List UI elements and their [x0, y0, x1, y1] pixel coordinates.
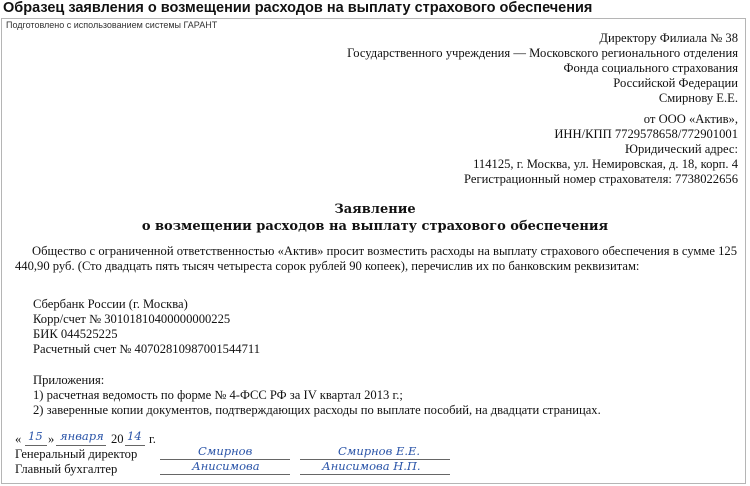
statement-subheading: о возмещении расходов на выплату страхового обеспечения — [141, 219, 609, 234]
sender-line: ИНН/КПП 7729578658/772901001 — [554, 127, 738, 141]
attachment-item: 2) заверенные копии документов, подтверждающих расходы по выплате пособий, на двадцати страницах. — [33, 403, 601, 417]
date-year-suffix: 14 — [127, 429, 142, 443]
addressee-line: Фонда социального страхования — [563, 61, 738, 75]
signer-name: Смирнов Е.Е. — [338, 444, 421, 458]
signature-role: Главный бухгалтер — [15, 462, 118, 476]
sender-line: Регистрационный номер страхователя: 7738022656 — [464, 172, 738, 186]
body-paragraph: Общество с ограниченной ответственностью «Актив» просит возместить расходы на выплату страхового обеспечения в сумме 125 440,90 руб. (Сто двадцать пять тысяч четыреста сорок рублей 90 копеек), перечислив их по банковским реквизитам: — [15, 244, 737, 274]
sender-line: Юридический адрес: — [625, 142, 738, 156]
addressee-line: Директору Филиала № 38 — [599, 31, 738, 45]
bank-corr-account: Корр/счет № 30101810400000000225 — [33, 312, 231, 326]
attachment-item: 1) расчетная ведомость по форме № 4-ФСС РФ за IV квартал 2013 г.; — [33, 388, 403, 402]
date-day: 15 — [28, 429, 43, 443]
bank-account: Расчетный счет № 40702810987001544711 — [33, 342, 260, 356]
date-open-quote: « — [15, 432, 22, 446]
signature-role: Генеральный директор — [15, 447, 138, 461]
document-title: Образец заявления о возмещении расходов на выплату страхового обеспечения — [3, 0, 593, 16]
bank-bik: БИК 044525225 — [33, 327, 118, 341]
addressee-line: Государственного учреждения — Московского регионального отделения — [347, 46, 738, 60]
signature: Смирнов — [198, 444, 253, 458]
date-year-prefix: 20 — [111, 432, 124, 446]
body-paragraph-block — [15, 244, 737, 274]
date-year-abbr: г. — [149, 432, 156, 446]
signer-name: Анисимова Н.П. — [322, 459, 421, 473]
bank-name: Сбербанк России (г. Москва) — [33, 297, 188, 311]
addressee-line: Смирнову Е.Е. — [658, 91, 738, 105]
date-month: января — [60, 429, 104, 443]
attachments-label: Приложения: — [33, 373, 105, 387]
statement-heading: Заявление — [334, 202, 416, 217]
signature: Анисимова — [192, 459, 260, 473]
addressee-line: Российской Федерации — [613, 76, 738, 90]
date-close-quote: » — [48, 432, 55, 446]
source-note: Подготовлено с использованием системы ГАРАНТ — [6, 20, 218, 30]
sender-line: от ООО «Актив», — [643, 112, 738, 126]
sender-line: 114125, г. Москва, ул. Немировская, д. 18, корп. 4 — [473, 157, 738, 171]
